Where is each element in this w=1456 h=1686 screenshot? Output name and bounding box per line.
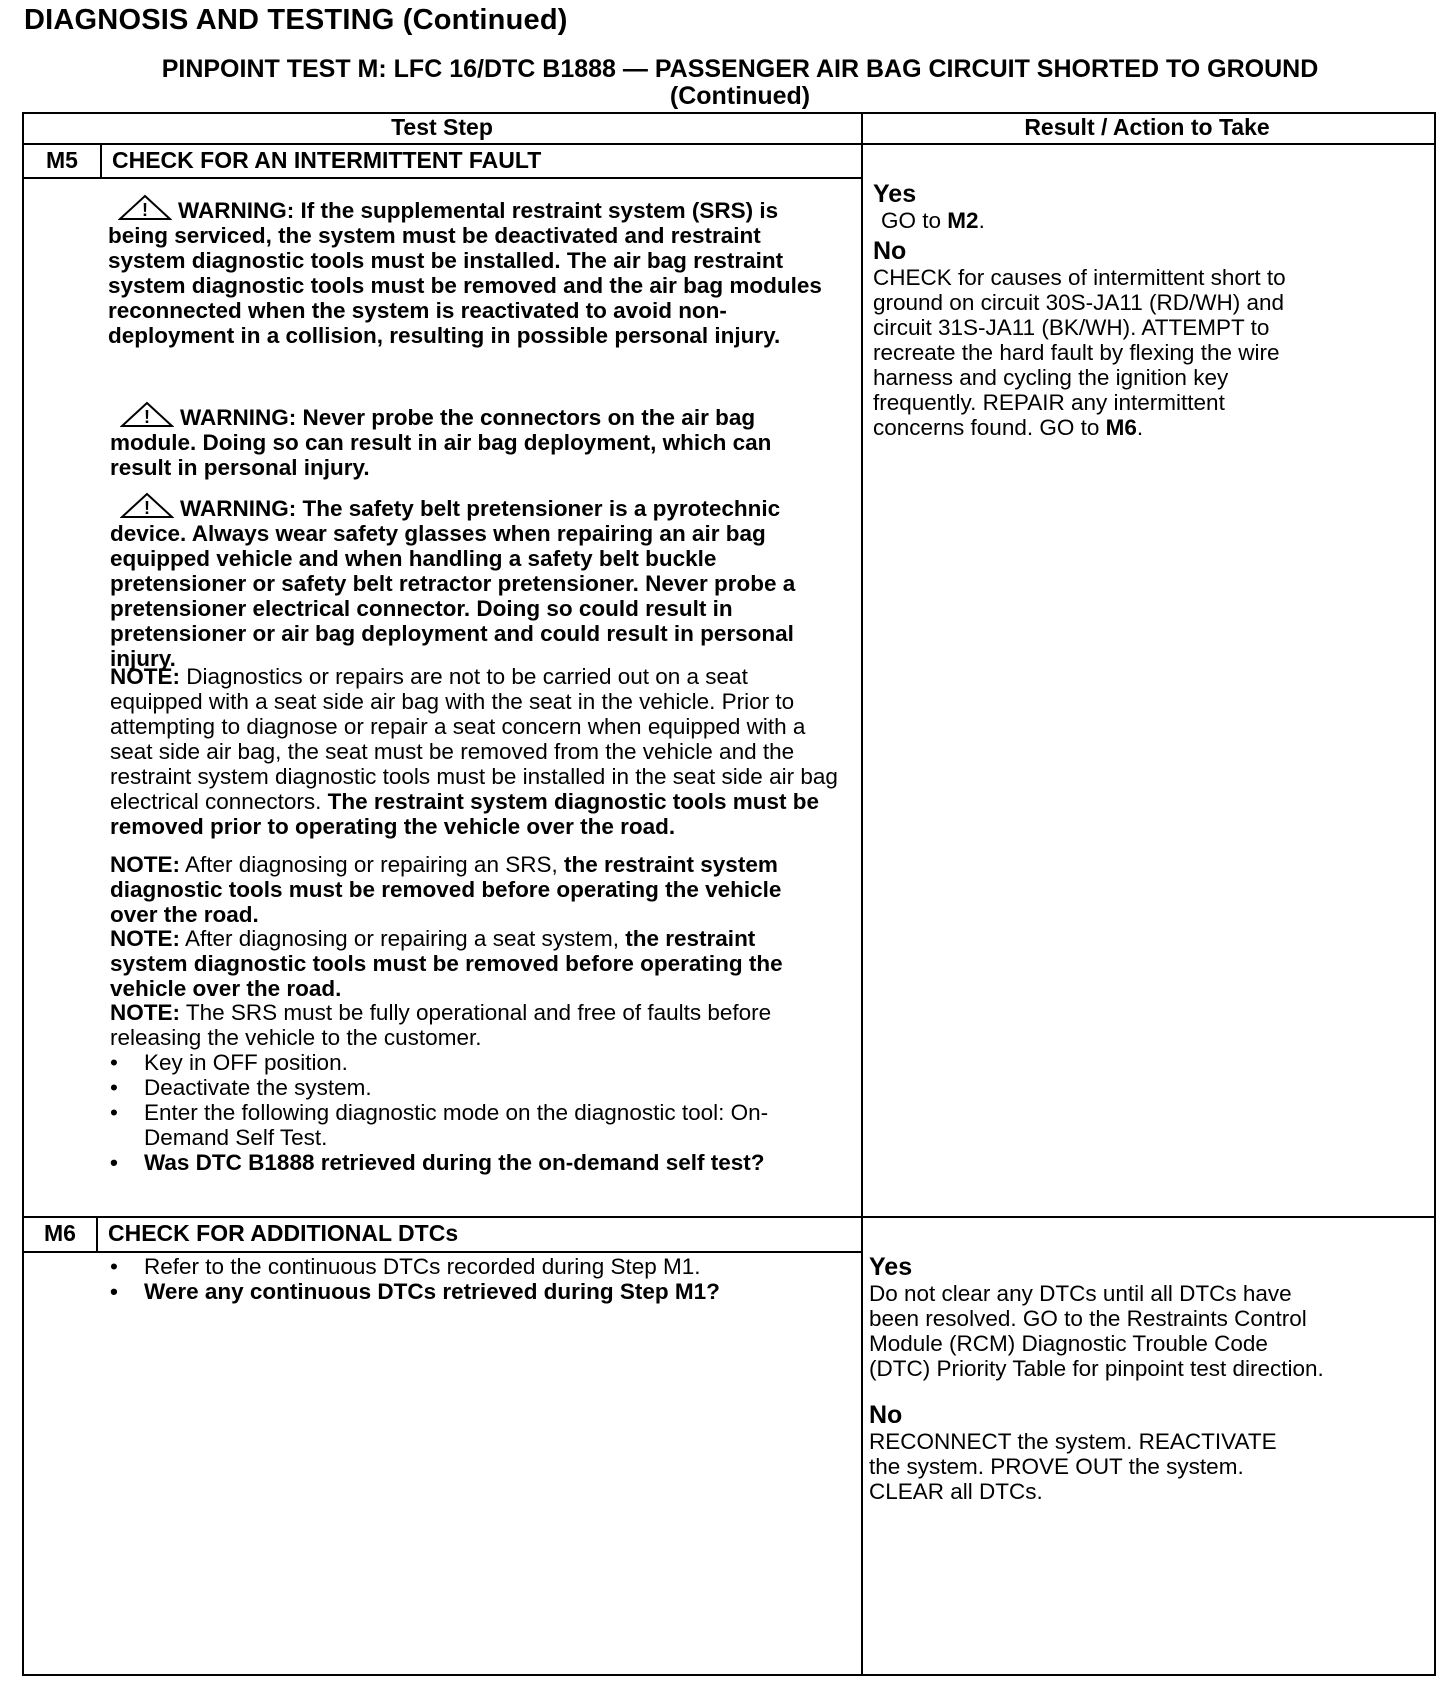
column-divider [861, 112, 863, 1674]
m6-bullet-list [108, 1254, 838, 1304]
m5-title-divider [22, 177, 862, 179]
page-heading: DIAGNOSIS AND TESTING (Continued) [24, 4, 568, 36]
no-action: CHECK for causes of intermittent short to ground on circuit 30S-JA11 (RD/WH) and circuit 31S-JA11 (BK/WH). ATTEMPT to recreate the hard fault by flexing the wire harness and cycling the ignition key frequently. REPAIR any intermittent concerns found. GO to M6. [873, 265, 1286, 440]
m5-bullet-list [108, 1050, 838, 1175]
m5-note-4: NOTE: The SRS must be fully operational and free of faults before releasing the vehicle to the customer. [110, 1000, 772, 1050]
list-item: • Were any continuous DTCs retrieved during Step M1? [110, 1279, 720, 1304]
yes-label: Yes [873, 180, 917, 208]
m6-step-title: CHECK FOR ADDITIONAL DTCs [108, 1220, 459, 1246]
m5-result-no [873, 237, 1321, 440]
warning-triangle-icon [120, 400, 174, 428]
list-item: • Enter the following diagnostic mode on the diagnostic tool: On-Demand Self Test. [110, 1100, 769, 1150]
m6-step-id: M6 [44, 1220, 76, 1246]
no-label: No [869, 1401, 903, 1429]
m5-note-2: NOTE: After diagnosing or repairing an SRS, the restraint system diagnostic tools must be removed before operating the vehicle over the road. [110, 852, 782, 927]
m6-title-divider [22, 1251, 862, 1253]
list-item: • Was DTC B1888 retrieved during the on-demand self test? [110, 1150, 765, 1175]
m6-id-divider [96, 1216, 98, 1252]
yes-action: GO to M2. [881, 208, 985, 233]
svg-text:!: ! [142, 200, 148, 220]
svg-text:!: ! [144, 407, 150, 427]
header-test-step: Test Step [391, 114, 493, 140]
yes-action: Do not clear any DTCs until all DTCs have been resolved. GO to the Restraints Control Module (RCM) Diagnostic Trouble Code (DTC) Priority Table for pinpoint test direction. [869, 1281, 1324, 1381]
m5-step-id: M5 [46, 147, 78, 173]
m6-top-divider [22, 1216, 1434, 1218]
header-result-action: Result / Action to Take [1024, 114, 1270, 140]
warning-triangle-icon [120, 491, 174, 519]
list-item: • Refer to the continuous DTCs recorded during Step M1. [110, 1254, 701, 1279]
no-action: RECONNECT the system. REACTIVATE the system. PROVE OUT the system. CLEAR all DTCs. [869, 1429, 1277, 1504]
yes-label: Yes [869, 1253, 913, 1281]
warning-triangle-icon [118, 193, 172, 221]
m5-step-title: CHECK FOR AN INTERMITTENT FAULT [112, 147, 542, 173]
no-label: No [873, 237, 907, 265]
pinpoint-test-title [40, 56, 1440, 110]
list-item: • Key in OFF position. [110, 1050, 348, 1075]
test-title-line2: (Continued) [669, 82, 811, 110]
m6-result-no [869, 1401, 1309, 1504]
m5-result-yes [873, 180, 1423, 233]
m5-warning-1: ! WARNING: If the supplemental restraint system (SRS) is being serviced, the system must be deactivated and restraint system diagnostic tools must be installed. The air bag restraint system diagnostic tools must be removed and the air bag modules reconnected when the system is reactivated to avoid non-deployment in a collision, resulting in possible personal injury. [108, 193, 830, 348]
m5-note-3: NOTE: After diagnosing or repairing a seat system, the restraint system diagnostic tools must be removed before operating the vehicle over the road. [110, 926, 783, 1001]
test-title-line1: PINPOINT TEST M: LFC 16/DTC B1888 — PASSENGER AIR BAG CIRCUIT SHORTED TO GROUND [161, 55, 1319, 83]
header-divider [22, 143, 1434, 145]
m5-warning-3: ! WARNING: The safety belt pretensioner is a pyrotechnic device. Always wear safety glasses when repairing an air bag equipped vehicle and when handling a safety belt buckle pretensioner or safety belt retractor pretensioner. Never probe a pretensioner electrical connector. Doing so could result in pretensioner or air bag deployment and could result in personal injury. [110, 491, 832, 671]
m5-id-divider [100, 143, 102, 178]
m5-note-1: NOTE: Diagnostics or repairs are not to be carried out on a seat equipped with a seat side air bag with the seat in the vehicle. Prior to attempting to diagnose or repair a seat concern when equipped with a seat side air bag, the seat must be removed from the vehicle and the restraint system diagnostic tools must be installed in the seat side air bag electrical connectors. The restraint system diagnostic tools must be removed prior to operating the vehicle over the road. [110, 664, 838, 839]
list-item: • Deactivate the system. [110, 1075, 372, 1100]
svg-text:!: ! [144, 498, 150, 518]
m5-warning-2: ! WARNING: Never probe the connectors on the air bag module. Doing so can result in air bag deployment, which can result in personal injury. [110, 400, 832, 480]
m6-result-yes [869, 1253, 1325, 1381]
